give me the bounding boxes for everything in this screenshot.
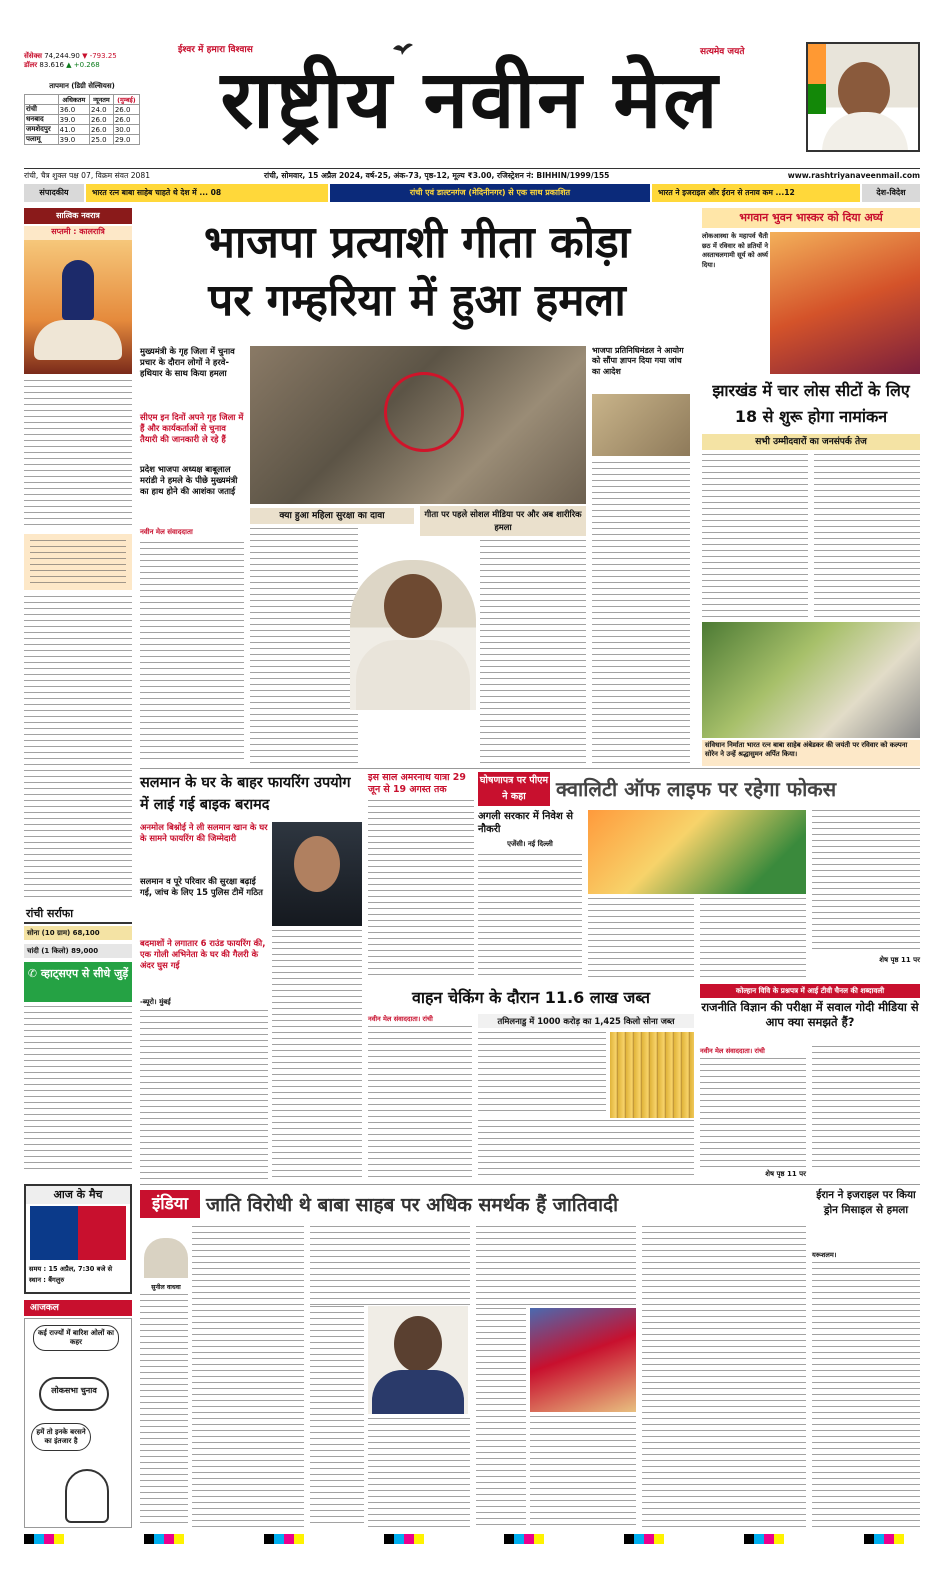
ambedkar-portrait [368, 1306, 468, 1414]
india-body-1b [140, 1294, 188, 1528]
cartoon-bubble-2: हमें तो इनके बरसने का इंतजार है [31, 1423, 91, 1451]
temp-header: अधिकतम [58, 95, 89, 105]
temp-cell: 41.0 [58, 125, 89, 135]
temp-cell: 25.0 [90, 135, 114, 145]
website[interactable]: www.rashtriyanaveenmail.com [787, 171, 920, 180]
lead-sub-2: सीएम इन दिनों अपने गृह जिला में हैं और कार्यकर्ताओं से चुनाव तैयारी की जानकारी ले रहे हैं [140, 412, 244, 444]
dollar-change: ▲ +0.268 [66, 61, 100, 70]
ribbon-center: रांची एवं डाल्टनगंज (मेदिनीनगर) से एक साथ प्रकाशित [330, 184, 650, 202]
tribute-caption: संविधान निर्माता भारत रत्न बाबा साहेब अंबेडकर की जयंती पर रविवार को कल्पना सोरेन ने उन्हें श्रद्धासुमन अर्पित किया। [702, 740, 920, 766]
lead-body-2 [250, 528, 358, 764]
gold-rate: सोना (10 ग्राम) 68,100 [24, 926, 132, 940]
jh-sub: सभी उम्मीदवारों का जनसंपर्क तेज [702, 434, 920, 450]
deity-image [24, 240, 132, 374]
market-box [24, 52, 140, 82]
temp-cell: जमशेदपुर [25, 125, 59, 135]
rally-photo [530, 1308, 636, 1412]
lead-headline-line-2: पर गम्हरिया में हुआ हमला [208, 275, 626, 326]
ribbon-item-world[interactable]: भारत ने इजराइल और ईरान से तनाव कम ...12 [652, 184, 860, 202]
amarnath-headline: इस साल अमरनाथ यात्रा 29 जून से 19 अगस्त तक [368, 772, 466, 796]
india-body-2 [310, 1226, 470, 1306]
temp-cell: 26.0 [90, 115, 114, 125]
lead-headline-line-1: भाजपा प्रत्याशी गीता कोड़ा [203, 217, 631, 268]
india-body-1 [192, 1226, 304, 1528]
cartoon-bubble-1: कई राज्यों में बारिश ओलों का कहर [33, 1325, 119, 1351]
navratri-section: सात्विक नवरात्र [24, 208, 132, 224]
amarnath-body [368, 800, 474, 980]
gold-seizure-body-2 [478, 1120, 694, 1180]
kolhan-body-1 [700, 1058, 806, 1168]
sun-title: भगवान भुवन भास्कर को दिया अर्घ्य [702, 208, 920, 228]
kolhan-headline: राजनीति विज्ञान की परीक्षा में सवाल गोदी मीडिया से आप क्या समझते हैं? [701, 1000, 919, 1029]
navratri-text [24, 380, 132, 530]
whatsapp-banner[interactable] [24, 962, 132, 1002]
divider-2 [140, 1184, 920, 1185]
author-photo [144, 1238, 188, 1278]
sun-photo [770, 232, 920, 374]
match-title: आज के मैच [26, 1186, 130, 1204]
iran-headline: ईरान ने इजराइल पर किया ड्रोन मिसाइल से हमला [816, 1189, 916, 1216]
jh-body-2 [814, 454, 920, 618]
kolhan-body-2 [812, 1046, 920, 1168]
temp-row [25, 105, 140, 115]
sensex-label: सेंसेक्स [24, 52, 42, 60]
lead-caption-1: क्या हुआ महिला सुरक्षा का दावा [250, 508, 414, 524]
jh-headline: झारखंड में चार लोस सीटों के लिए 18 से शुरू होगा नामांकन [712, 381, 910, 426]
sarrafa-title: रांची सर्राफा [24, 906, 132, 924]
india-body-3 [310, 1306, 364, 1528]
marandi-photo [350, 560, 476, 710]
dollar-value: 83.616 [39, 61, 64, 70]
lead-photo [250, 346, 586, 504]
temp-cell: धनबाद [25, 115, 59, 125]
manifesto-body-1 [478, 854, 582, 980]
lead-body-1 [140, 542, 244, 764]
tagline-right: सत्यमेव जयते [700, 47, 745, 57]
vehicle-body [368, 1026, 472, 1180]
temp-cell: पलामू [25, 135, 59, 145]
match-logos [30, 1206, 126, 1260]
india-body-7 [530, 1416, 636, 1528]
cartoon-figure [65, 1469, 109, 1523]
deity-label: सप्तमी : कालरात्रि [24, 226, 132, 240]
lead-sub-3: प्रदेश भाजपा अध्यक्ष बाबूलाल मरांडी ने हमले के पीछे मुख्यमंत्री का हाथ होने की आशंका जताई [140, 464, 238, 496]
temp-row [25, 125, 140, 135]
silver-rate: चांदी (1 किलो) 89,000 [24, 944, 132, 958]
side-photo [592, 394, 690, 456]
match-venue: स्थान : बैंगलुरु [29, 1276, 65, 1284]
kolhan-strip: कोल्हान विवि के प्रश्नपत्र में आई टीवी चैनल की शब्दावली [700, 984, 920, 998]
ribbon [24, 184, 920, 202]
lead-headline [140, 214, 694, 334]
manifesto-byline: एजेंसी। नई दिल्ली [507, 840, 553, 848]
match-box [24, 1184, 132, 1294]
cartoon-title: आजकल [24, 1300, 132, 1316]
india-body-4 [368, 1418, 470, 1528]
temp-cell: 30.0 [113, 125, 139, 135]
ribbon-editorial[interactable]: संपादकीय [24, 184, 84, 202]
salman-body-2 [272, 930, 362, 1180]
author-name: सुनील वाधवा [151, 1284, 181, 1291]
cartoon-sign: लोकसभा चुनाव [39, 1377, 109, 1411]
whatsapp-text [24, 1006, 132, 1174]
salman-sub-1: अनमोल बिश्नोई ने ली सलमान खान के घर के सामने फायरिंग की जिम्मेदारी [140, 822, 268, 843]
iran-dateline: यरूशलम। [812, 1251, 837, 1259]
panchang: रांची, चैत्र शुक्ल पक्ष 07, विक्रम संवत 2081 [24, 171, 151, 180]
temp-row [25, 115, 140, 125]
sun-caption: लोकआस्था के महापर्व चैती छठ में रविवार को व्रतियों ने अस्ताचलगामी सूर्य को अर्घ्य दिया। [702, 232, 768, 269]
temp-cell: 29.0 [113, 135, 139, 145]
dateline-bar [24, 168, 920, 182]
temp-row [25, 135, 140, 145]
masthead: राष्ट्रीय नवीन मेल [220, 53, 720, 146]
salman-headline: सलमान के घर के बाहर फायरिंग उपयोग में लाई गई बाइक बरामद [140, 775, 351, 813]
cartoon [24, 1318, 132, 1528]
temp-header [25, 95, 59, 105]
vehicle-headline: वाहन चेकिंग के दौरान 11.6 लाख जब्त [412, 988, 650, 1007]
side-head: भाजपा प्रतिनिधिमंडल ने आयोग को सौंपा ज्ञापन दिया गया जांच का आदेश [592, 346, 684, 376]
vehicle-byline: नवीन मेल संवाददाता। रांची [368, 1015, 433, 1023]
gold-seizure-body-1 [478, 1032, 606, 1114]
temp-cell: 26.0 [113, 105, 139, 115]
jh-body-1 [702, 454, 808, 618]
divider-1 [140, 768, 920, 769]
side-body [592, 462, 690, 764]
temp-header: (मुम्बई) [113, 95, 139, 105]
gold-bars-photo [610, 1032, 694, 1118]
temp-cell: 26.0 [90, 125, 114, 135]
manifesto-body-4 [812, 810, 920, 952]
navratri-text-2 [24, 596, 132, 902]
temp-cell: 24.0 [90, 105, 114, 115]
whatsapp-label: व्हाट्सएप से सीधे जुड़ें [40, 967, 129, 980]
tagline-left: ईश्वर में हमारा विश्वास [178, 45, 253, 55]
navratri-quote [24, 534, 132, 590]
salman-body-1 [140, 1010, 268, 1180]
salman-sub-2: सलमान व पूरे परिवार की सुरक्षा बढ़ाई गई, जांच के लिए 15 पुलिस टीमें गठित [140, 876, 263, 897]
temp-header: न्यूनतम [90, 95, 114, 105]
manifesto-photo [588, 810, 806, 894]
ribbon-item-editorial[interactable]: भारत रत्न बाबा साहेब चाहते थे देश में ... 08 [86, 184, 328, 202]
manifesto-tag: घोषणापत्र पर पीएम ने कहा [478, 772, 550, 806]
lead-sub-1: मुख्यमंत्री के गृह जिला में चुनाव प्रचार के दौरान लोगों ने हरवे-हथियार के साथ किया हमला [140, 346, 235, 378]
india-tag: इंडिया [140, 1190, 200, 1218]
salman-dateline: -ब्यूरो। मुंबई [140, 998, 171, 1006]
temp-cell: 36.0 [58, 105, 89, 115]
manifesto-headline: क्वालिटी ऑफ लाइफ पर रहेगा फोकस [556, 777, 837, 801]
india-headline: जाति विरोधी थे बाबा साहब पर अधिक समर्थक हैं जातिवादी [206, 1194, 619, 1216]
salman-sub-3: बदमाशों ने लगातार 6 राउंड फायरिंग की, एक गोली अभिनेता के घर की गैलरी के अंदर घुस गई [140, 938, 266, 970]
india-body-5 [476, 1226, 636, 1306]
india-body-6 [476, 1308, 526, 1528]
whatsapp-icon: ✆ [27, 967, 38, 980]
dateline: रांची, सोमवार, 15 अप्रैल 2024, वर्ष-25, अंक-73, पृष्ठ-12, मूल्य ₹3.00, रजिस्ट्रेशन नं: BIHHIN/1999/155 [264, 171, 610, 180]
manifesto-body-2 [588, 898, 694, 980]
registration-strip [24, 1534, 920, 1544]
salman-photo [272, 822, 362, 926]
kolhan-byline: नवीन मेल संवाददाता। रांची [700, 1047, 765, 1055]
lead-caption-2: गीता पर पहले सोशल मीडिया पर और अब शारीरिक हमला [420, 506, 586, 536]
manifesto-body-3 [700, 898, 806, 980]
india-body-8 [642, 1226, 806, 1528]
iran-body [812, 1262, 920, 1528]
ribbon-world[interactable]: देश-विदेश [862, 184, 920, 202]
sensex-change: ▼ -793.25 [82, 52, 117, 60]
match-time: समय : 15 अप्रैल, 7:30 बजे से [29, 1265, 113, 1273]
lead-byline: नवीन मेल संवाददाता [140, 528, 193, 536]
ambedkar-tribute-photo [702, 622, 920, 738]
manifesto-continued[interactable]: शेष पृष्ठ 11 पर [879, 956, 920, 964]
photo-highlight-circle [384, 372, 464, 452]
temp-cell: 26.0 [113, 115, 139, 125]
dollar-label: डॉलर [24, 61, 38, 70]
temp-cell: 39.0 [58, 135, 89, 145]
lead-body-3 [480, 540, 586, 764]
header-portrait [806, 42, 920, 152]
gold-seizure-headline: तमिलनाडु में 1000 करोड़ का 1,425 किलो सोना जब्त [478, 1014, 694, 1028]
temperature-title: तापमान (डिग्री सेल्सियस) [49, 82, 115, 90]
temp-cell: 39.0 [58, 115, 89, 125]
temp-cell: रांची [25, 105, 59, 115]
sensex-value: 74,244.90 [44, 52, 80, 60]
temperature-table [24, 94, 140, 145]
kolhan-continued[interactable]: शेष पृष्ठ 11 पर [765, 1170, 806, 1178]
manifesto-sub: अगली सरकार में निवेश से नौकरी [478, 811, 574, 835]
